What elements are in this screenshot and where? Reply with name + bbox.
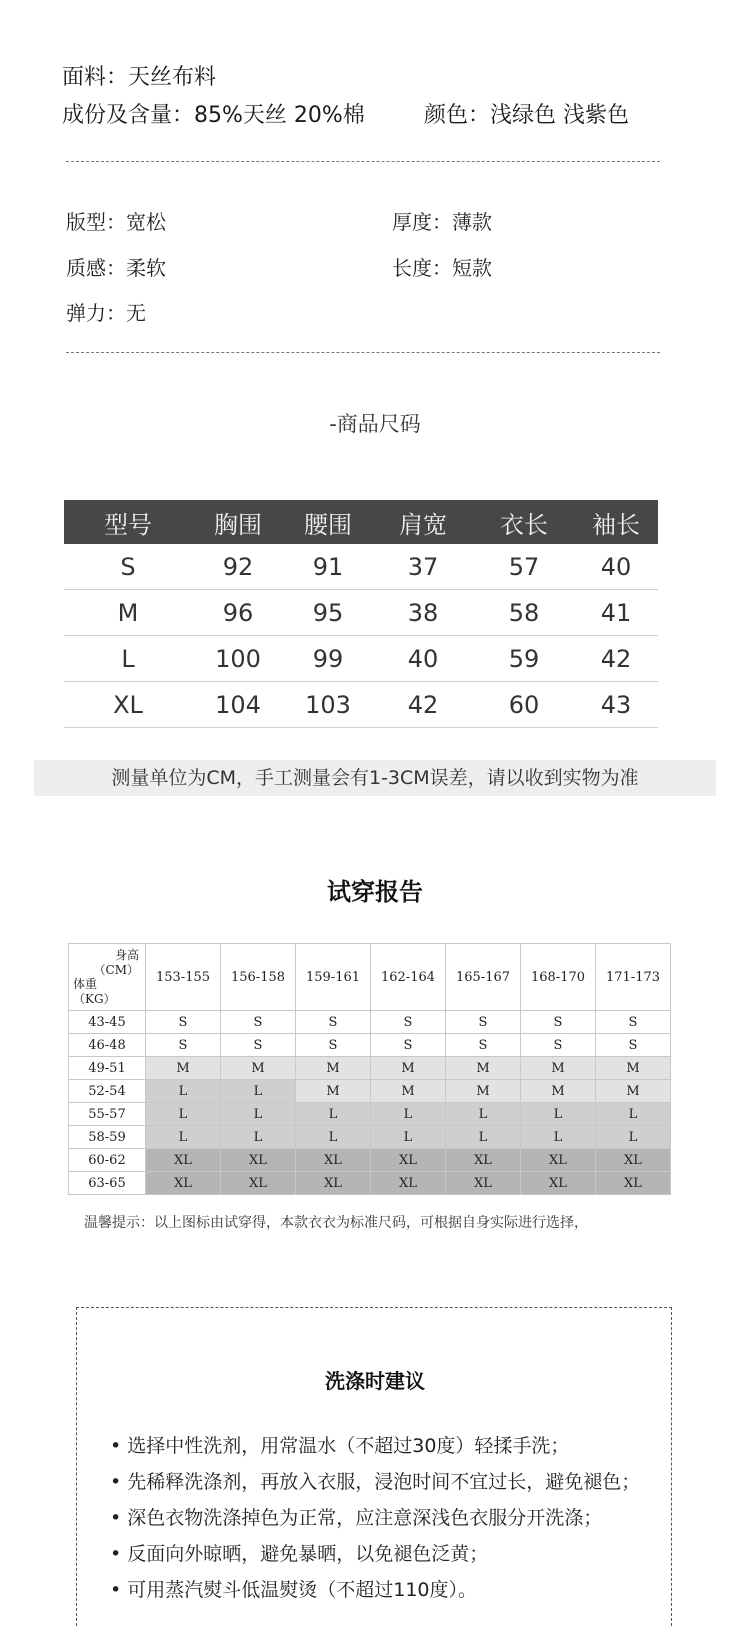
weight-range-cell: 49-51 — [69, 1057, 146, 1080]
trial-report-table — [68, 943, 671, 1195]
height-range-cell: 162-164 — [371, 944, 446, 1011]
trial-size-cell: L — [371, 1126, 446, 1149]
trial-size-cell: M — [371, 1080, 446, 1103]
trial-size-cell: L — [221, 1103, 296, 1126]
fabric-material: 面料：天丝布料 — [62, 65, 217, 90]
trial-size-cell: L — [521, 1103, 596, 1126]
trial-size-cell: S — [146, 1011, 221, 1034]
size-header-cell: 型号 — [104, 510, 152, 539]
fabric-color: 颜色：浅绿色 浅紫色 — [424, 103, 629, 128]
trial-size-cell: XL — [521, 1172, 596, 1195]
divider — [66, 352, 660, 353]
size-cell: 42 — [600, 644, 632, 673]
washing-item: • 反面向外晾晒，避免暴晒，以免褪色泛黄； — [110, 1543, 489, 1565]
trial-size-cell: XL — [521, 1149, 596, 1172]
trial-size-cell: XL — [596, 1172, 671, 1195]
attr-texture: 质感：柔软 — [66, 256, 166, 280]
trial-size-cell: XL — [371, 1172, 446, 1195]
trial-size-cell: L — [296, 1126, 371, 1149]
trial-size-cell: M — [146, 1057, 221, 1080]
trial-size-cell: M — [221, 1057, 296, 1080]
trial-size-cell: XL — [446, 1149, 521, 1172]
trial-size-cell: S — [146, 1034, 221, 1057]
trial-size-cell: L — [521, 1126, 596, 1149]
weight-range-cell: 60-62 — [69, 1149, 146, 1172]
trial-row — [69, 1080, 671, 1103]
trial-size-cell: XL — [596, 1149, 671, 1172]
size-row — [64, 544, 658, 590]
trial-size-cell: M — [521, 1057, 596, 1080]
trial-size-cell: XL — [446, 1172, 521, 1195]
weight-range-cell: 58-59 — [69, 1126, 146, 1149]
washing-title: 洗涤时建议 — [325, 1369, 425, 1393]
trial-size-cell: M — [596, 1080, 671, 1103]
attr-fit: 版型：宽松 — [66, 210, 166, 234]
trial-size-cell: L — [596, 1126, 671, 1149]
trial-row — [69, 1126, 671, 1149]
size-cell: 99 — [312, 644, 344, 673]
trial-size-cell: XL — [146, 1172, 221, 1195]
weight-range-cell: 63-65 — [69, 1172, 146, 1195]
trial-size-cell: S — [296, 1011, 371, 1034]
trial-size-cell: L — [446, 1126, 521, 1149]
trial-size-cell: L — [371, 1103, 446, 1126]
attr-length: 长度：短款 — [392, 256, 492, 280]
size-cell: 41 — [600, 598, 632, 627]
trial-size-cell: S — [596, 1011, 671, 1034]
size-cell: 57 — [508, 552, 540, 581]
trial-size-cell: XL — [296, 1172, 371, 1195]
trial-size-cell: XL — [371, 1149, 446, 1172]
trial-size-cell: S — [521, 1034, 596, 1057]
measurement-note: 测量单位为CM，手工测量会有1-3CM误差，请以收到实物为准 — [34, 760, 716, 796]
size-cell: 40 — [407, 644, 439, 673]
attr-elasticity: 弹力：无 — [66, 301, 146, 325]
height-range-cell: 168-170 — [521, 944, 596, 1011]
trial-row — [69, 1057, 671, 1080]
trial-corner-cell — [69, 944, 146, 1011]
trial-size-cell: S — [371, 1034, 446, 1057]
size-cell: 42 — [407, 690, 439, 719]
size-chart-heading: -商品尺码 — [329, 412, 421, 436]
size-cell: 58 — [508, 598, 540, 627]
size-cell: 43 — [600, 690, 632, 719]
size-cell: XL — [113, 690, 143, 719]
trial-size-cell: S — [371, 1011, 446, 1034]
weight-range-cell: 46-48 — [69, 1034, 146, 1057]
height-range-cell: 165-167 — [446, 944, 521, 1011]
weight-range-cell: 43-45 — [69, 1011, 146, 1034]
size-cell: 104 — [215, 690, 261, 719]
height-range-cell: 171-173 — [596, 944, 671, 1011]
trial-row — [69, 1103, 671, 1126]
washing-item: • 深色衣物洗涤掉色为正常，应注意深浅色衣服分开洗涤； — [110, 1507, 603, 1529]
size-cell: 40 — [600, 552, 632, 581]
trial-row — [69, 1011, 671, 1034]
size-row — [64, 590, 658, 636]
trial-size-cell: XL — [146, 1149, 221, 1172]
trial-size-cell: S — [446, 1034, 521, 1057]
size-cell: M — [117, 598, 139, 627]
size-cell: 100 — [215, 644, 261, 673]
trial-size-cell: L — [221, 1126, 296, 1149]
trial-size-cell: S — [446, 1011, 521, 1034]
size-cell: 96 — [222, 598, 254, 627]
size-chart-header-row — [64, 500, 658, 544]
trial-size-cell: XL — [221, 1149, 296, 1172]
washing-item: • 选择中性洗剂，用常温水（不超过30度）轻揉手洗； — [110, 1435, 570, 1457]
size-header-cell: 袖长 — [592, 510, 640, 539]
size-cell: 37 — [407, 552, 439, 581]
size-header-cell: 腰围 — [304, 510, 352, 539]
weight-unit: （KG） — [73, 992, 116, 1006]
trial-size-cell: L — [596, 1103, 671, 1126]
height-range-cell: 153-155 — [146, 944, 221, 1011]
attr-thickness: 厚度：薄款 — [392, 210, 492, 234]
size-cell: 95 — [312, 598, 344, 627]
size-cell: 92 — [222, 552, 254, 581]
height-range-cell: 156-158 — [221, 944, 296, 1011]
size-cell: 59 — [508, 644, 540, 673]
trial-size-cell: M — [371, 1057, 446, 1080]
size-cell: 103 — [305, 690, 351, 719]
trial-size-cell: L — [296, 1103, 371, 1126]
size-cell: L — [121, 644, 135, 673]
trial-size-cell: M — [521, 1080, 596, 1103]
height-range-cell: 159-161 — [296, 944, 371, 1011]
washing-item: • 可用蒸汽熨斗低温熨烫（不超过110度）。 — [110, 1579, 478, 1601]
trial-size-cell: S — [296, 1034, 371, 1057]
trial-size-cell: XL — [296, 1149, 371, 1172]
trial-size-cell: M — [446, 1057, 521, 1080]
trial-size-cell: L — [146, 1126, 221, 1149]
size-cell: 38 — [407, 598, 439, 627]
trial-size-cell: L — [146, 1103, 221, 1126]
size-cell: S — [120, 552, 136, 581]
trial-size-cell: M — [446, 1080, 521, 1103]
trial-size-cell: M — [596, 1057, 671, 1080]
trial-size-cell: M — [296, 1080, 371, 1103]
trial-row — [69, 1149, 671, 1172]
size-row — [64, 682, 658, 728]
trial-size-cell: L — [446, 1103, 521, 1126]
weight-range-cell: 52-54 — [69, 1080, 146, 1103]
size-header-cell: 肩宽 — [399, 510, 447, 539]
trial-size-cell: XL — [221, 1172, 296, 1195]
trial-size-cell: S — [521, 1011, 596, 1034]
height-unit: （CM） — [93, 963, 139, 977]
trial-row — [69, 1034, 671, 1057]
trial-header-row — [69, 944, 671, 1011]
size-header-cell: 衣长 — [500, 510, 548, 539]
washing-item: • 先稀释洗涤剂，再放入衣服，浸泡时间不宜过长，避免褪色； — [110, 1471, 641, 1493]
size-cell: 91 — [312, 552, 344, 581]
weight-label: 体重 — [73, 977, 98, 991]
size-cell: 60 — [508, 690, 540, 719]
weight-range-cell: 55-57 — [69, 1103, 146, 1126]
trial-tip: 温馨提示：以上图标由试穿得，本款衣衣为标准尺码，可根据自身实际进行选择， — [84, 1215, 588, 1231]
trial-row — [69, 1172, 671, 1195]
trial-report-title: 试穿报告 — [327, 878, 423, 906]
trial-size-cell: M — [296, 1057, 371, 1080]
trial-size-cell: S — [596, 1034, 671, 1057]
trial-size-cell: S — [221, 1011, 296, 1034]
size-chart-table — [64, 500, 658, 728]
divider — [66, 161, 660, 162]
height-label: 身高 — [114, 948, 139, 962]
size-row — [64, 636, 658, 682]
trial-size-cell: S — [221, 1034, 296, 1057]
size-header-cell: 胸围 — [214, 510, 262, 539]
fabric-composition: 成份及含量：85%天丝 20%棉 — [62, 103, 365, 128]
trial-size-cell: L — [146, 1080, 221, 1103]
trial-size-cell: L — [221, 1080, 296, 1103]
